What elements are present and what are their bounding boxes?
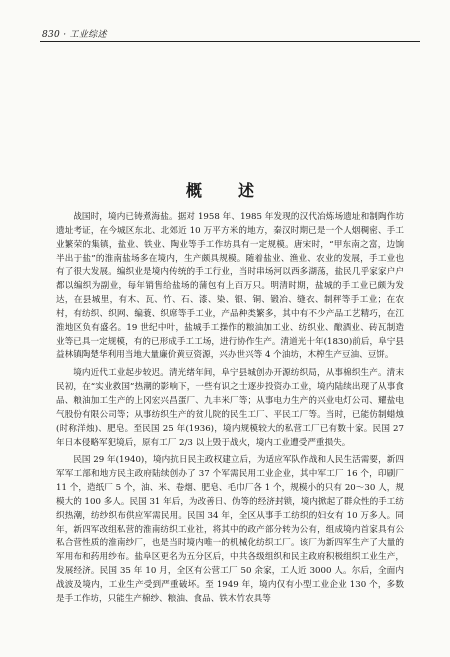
section-title: 概 述 [185, 181, 264, 200]
paragraph: 民国 29 年(1940)，境内抗日民主政权建立后，为适应军队作战和人民生活需要，新四军军工部和地方民主政府陆续创办了 37 个军需民用工业企业，其中军工厂 16 个，印刷厂 11 个，造纸厂 5 个，油、米、卷烟、肥皂、毛巾厂各 1 个，规模小的只有 20～30 人，规模大的 100 多人。民国 31 年后，为改善日、伪等的经济封锁，境内掀起了群众性的手工纺织热潮，纺纱织布供应军需民用。民国 34 年，全区从事手工纺织的妇女有 10 万多人。同年，新四军改组私营的淮南纺织工业社，将其中的政产部分转为公有，组成境内首家具有公私合营性质的淮南纱厂，也是当时境内唯一的机械化纺织工厂。该厂为新四军生产了大量的军用布和药用纱布。盐阜区更名为五分区后，中共各级组织和民主政府积极组织工业生产，发展经济。民国 35 年 10 月，全区有公营工厂 50 余家，工人近 3000 人。尔后，全面内战波及境内，工业生产受到严重破坏。至 1949 年，境内仅有小型工业企业 130 个，多数是手工作坊，只能生产棉纱、粮油、食品、铁木竹农具等 [56, 455, 404, 604]
running-header: 830 · 工业综述 [42, 30, 107, 40]
header-rule [40, 41, 420, 42]
paragraph: 境内近代工业起步较迟。清光绪年间，阜宁县城创办开源纺织局，从事棉织生产。清末民初，在“实业救国”热潮的影响下，一些有识之士逐步投资办工业，境内陆续出现了从事食品、粮油加工生产的上冈宏兴昌蛋厂、九丰米厂等；从事电力生产的兴业电灯公司、耀盐电气股份有限公司等；从事纺织生产的贫儿院的民生工厂、平民工厂等。当时，已能仿制蜡烛(时称洋烛)、肥皂。至民国 25 年(1936)，境内规模较大的私营工厂已有数十家。民国 27 年日本侵略军犯境后，原有工厂 2/3 以上毁于战火，境内工业遭受严重损失。 [56, 368, 404, 448]
paragraph: 战国时，境内已铸煮海盐。据对 1958 年、1985 年发现的汉代冶炼场遗址和制陶作坊遗址考证，在今城区东北、北郊近 10 万平方米的地方，秦汉时期已是一个人烟稠密、手工业繁荣的集镇，盐业、铁业、陶业等手工作坊具有一定规模。唐宋时，“甲东南之富，边饷半出于盐”的淮南盐场多在境内，生产颇具规模。随着盐业、渔业、农业的发展，手工业也有了很大发展。编织业是境内传统的手工行业，当时串场河以西多湖荡，盐民几乎家家户户都以编织为副业，每年销售给盐场的蒲包有上百万只。明清时期，盐城的手工业已颇为发达，在县城里，有木、瓦、竹、石、漆、染、银、铜、锻冶、缝衣、制秤等手工业；在农村，有纺织、织网、编蓑、织席等手工业，产品种类繁多，其中有不少产品工艺精巧，在江淮地区负有盛名。19 世纪中叶，盐城手工操作的粮油加工业、纺织业、酿酒业、砖瓦制造业等已具一定规模，有的已形成手工工场，进行协作生产。清道光十年(1830)前后，阜宁县益林镇陶楚华利用当地大量廉价黄豆资源，兴办世兴等 4 个油坊，木榨生产豆油、豆饼。 [56, 212, 404, 361]
body-text [56, 211, 404, 611]
